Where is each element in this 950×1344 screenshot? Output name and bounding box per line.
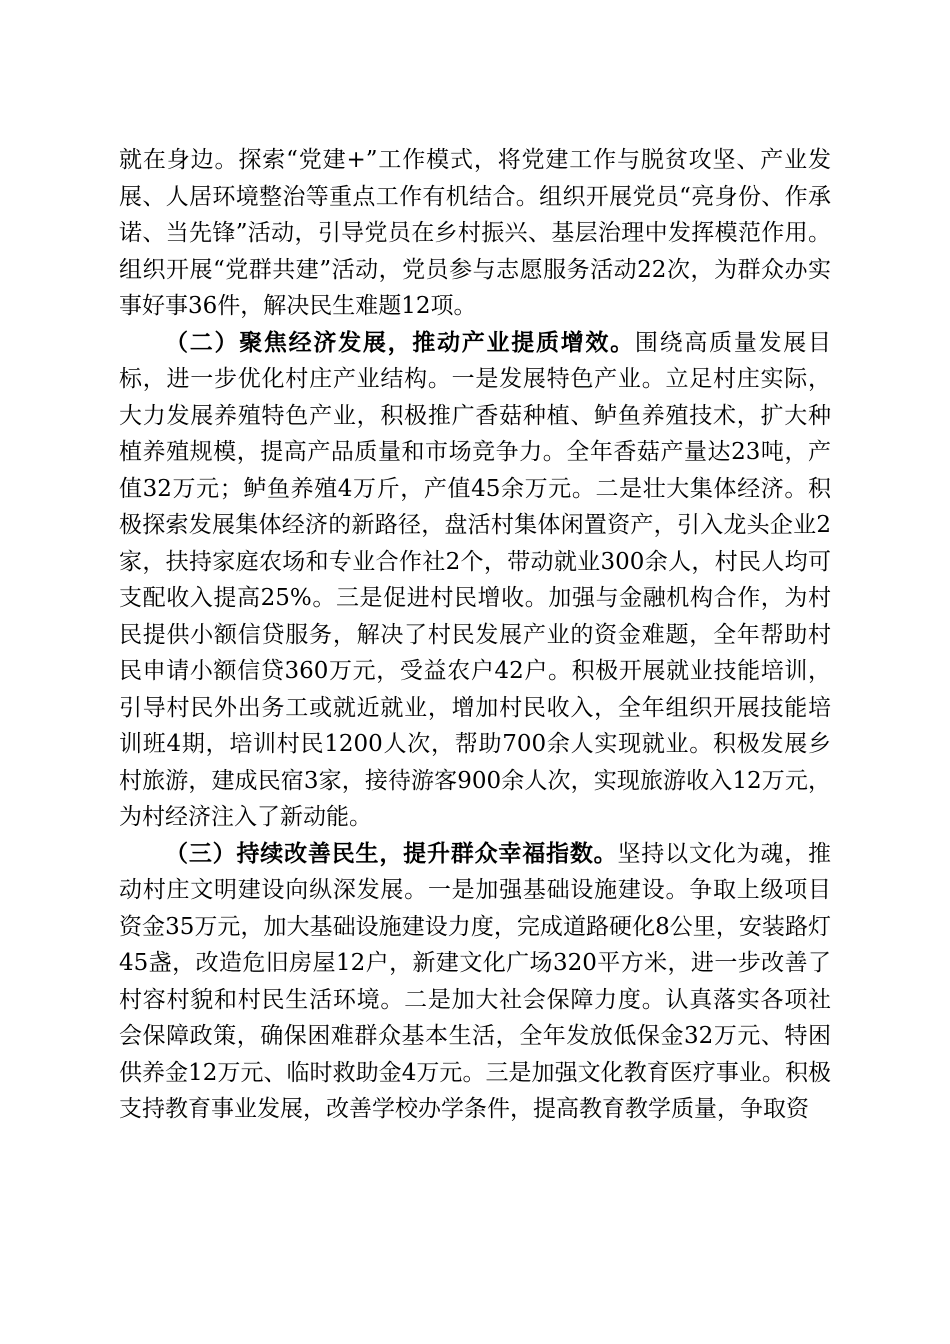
paragraph-text: 就在身边。探索“党建+”工作模式，将党建工作与脱贫攻坚、产业发展、人居环境整治等重点工作有机结合。组织开展党员“亮身份、作承诺、当先锋”活动，引导党员在乡村振兴、基层治理中发挥模范作用。组织开展“党群共建”活动，党员参与志愿服务活动22次，为群众办实事好事36件，解决民生难题12项。: [119, 147, 831, 319]
paragraph-livelihood: [119, 836, 831, 1128]
paragraph-text: 坚持以文化为魂，推动村庄文明建设向纵深发展。一是加强基础设施建设。争取上级项目资金35万元，加大基础设施建设力度，完成道路硬化8公里，安装路灯45盏，改造危旧房屋12户，新建文化广场320平方米，进一步改善了村容村貌和村民生活环境。二是加大社会保障力度。认真落实各项社会保障政策，确保困难群众基本生活，全年发放低保金32万元、特困供养金12万元、临时救助金4万元。三是加强文化教育医疗事业。积极支持教育事业发展，改善学校办学条件，提高教育教学质量，争取资: [119, 840, 832, 1122]
section-heading-economic: （二）聚焦经济发展，推动产业提质增效。: [165, 328, 635, 356]
section-heading-livelihood: （三）持续改善民生，提升群众幸福指数。: [165, 839, 618, 867]
paragraph-text: 围绕高质量发展目标，进一步优化村庄产业结构。一是发展特色产业。立足村庄实际，大力发展养殖特色产业，积极推广香菇种植、鲈鱼养殖技术，扩大种植养殖规模，提高产品质量和市场竞争力。全年香菇产量达23吨，产值32万元；鲈鱼养殖4万斤，产值45余万元。二是壮大集体经济。积极探索发展集体经济的新路径，盘活村集体闲置资产，引入龙头企业2家，扶持家庭农场和专业合作社2个，带动就业300余人，村民人均可支配收入提高25%。三是促进村民增收。加强与金融机构合作，为村民提供小额信贷服务，解决了村民发展产业的资金难题，全年帮助村民申请小额信贷360万元，受益农户42户。积极开展就业技能培训，引导村民外出务工或就近就业，增加村民收入，全年组织开展技能培训班4期，培训村民1200人次，帮助700余人实现就业。积极发展乡村旅游，建成民宿3家，接待游客900余人次，实现旅游收入12万元，为村经济注入了新动能。: [119, 329, 832, 830]
document-body: [119, 142, 831, 1128]
paragraph-party-building-continued: [119, 142, 831, 325]
paragraph-economic-development: [119, 325, 831, 836]
